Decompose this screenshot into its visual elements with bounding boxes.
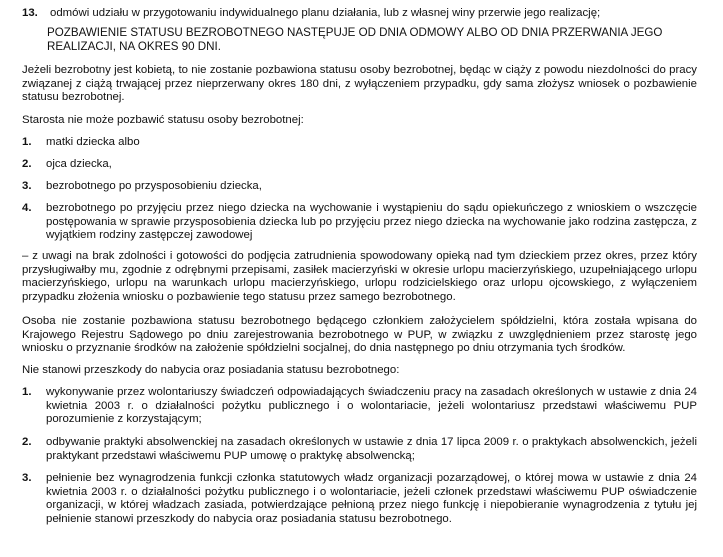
cooperative-paragraph: Osoba nie zostanie pozbawiona statusu bezrobotnego będącego członkiem założycielem spółdzielni, która została wpisana do Krajowego Rejestru Sądowego po dniu zarejestrowania bezrobotnego w PUP, w związku z uwzględnieniem przez starostę jego wniosku o przyznanie środków na założenie spółdzielni socjalnej, do dnia następnego po dniu otrzymania tych środków. [22, 315, 697, 354]
list-item-number: 1. [22, 136, 32, 148]
list-item-number: 3. [22, 472, 32, 484]
care-paragraph: – z uwagi na brak zdolności i gotowości do podjęcia zatrudnienia spowodowany opieką nad tym dzieckiem przez okres, przez który przysługiwałby mu, zgodnie z odrębnymi przepisami, zasiłek macierzyński w okresie urlopu macierzyńskiego, uzupełniającego urlopu macierzyńskiego, urlopu na warunkach urlopu macierzyńskiego, urlopu rodzicielskiego oraz urlopu ojcowskiego, z wyłączeniem przypadku złożenia wniosku o pozbawienie tego statusu przez samego bezrobotnego. [22, 250, 697, 303]
list-item-text: wykonywanie przez wolontariuszy świadczeń odpowiadających świadczeniu pracy na zasadach określonych w ustawie z dnia 24 kwietnia 2003 r. o działalności pożytku publicznego i o wolontariacie, jeżeli wolontariusz przedstawi właściwemu PUP porozumienie z korzystającym; [46, 386, 697, 425]
list-item-text: pełnienie bez wynagrodzenia funkcji członka statutowych władz organizacji pozarządowej, o której mowa w ustawie z dnia 24 kwietnia 2003 r. o działalności pożytku publicznego i o wolontariacie, jeżeli członek przedstawi właściwemu PUP oświadczenie organizacji, w której władzach zasiada, potwierdzające pełnioną przez niego funkcję i niepobieranie wynagrodzenia z tytułu jej pełnienie stanowi przeszkody do nabycia oraz posiadania statusu bezrobotnego. [46, 472, 697, 525]
list-item-number: 2. [22, 436, 32, 448]
list-item-number: 13. [22, 7, 38, 19]
list-item-number: 3. [22, 180, 32, 192]
list-item-number: 1. [22, 386, 32, 398]
list-item-text: odmówi udziału w przygotowaniu indywidualnego planu działania, lub z własnej winy przerwie jego realizację; [50, 7, 601, 19]
suspension-notice: POZBAWIENIE STATUSU BEZROBOTNEGO NASTĘPUJE OD DNIA ODMOWY ALBO OD DNIA PRZERWANIA JEGO REALIZACJI, NA OKRES 90 DNI. [47, 26, 663, 53]
list-item-text: matki dziecka albo [46, 136, 140, 148]
list-item-text: bezrobotnego po przyjęciu przez niego dziecka na wychowanie i wystąpieniu do sądu opiekuńczego z wnioskiem o wszczęcie postępowania w sprawie przysposobienia dziecka lub po przyjęciu przez niego dziecka na wychowanie jako rodzina zastępcza, z wyjątkiem rodziny zastępczej zawodowej [46, 202, 697, 241]
list-item-text: odbywanie praktyki absolwenckiej na zasadach określonych w ustawie z dnia 17 lipca 2009 r. o praktykach absolwenckich, jeżeli praktykant przedstawi właściwemu PUP umowę o praktykę absolwencką; [46, 436, 697, 462]
list-item-text: ojca dziecka, [46, 158, 112, 170]
pregnancy-paragraph: Jeżeli bezrobotny jest kobietą, to nie zostanie pozbawiona statusu osoby bezrobotnej, będąc w ciąży z powodu niezdolności do pracy związanej z ciążą trwającej przez nieprzerwany okres 180 dni, z wyłączeniem przypadku, gdy sama złożysz wniosek o pozbawienie statusu bezrobotnej. [22, 64, 697, 103]
list-item-text: bezrobotnego po przysposobieniu dziecka, [46, 180, 262, 192]
list-item-number: 2. [22, 158, 32, 170]
list-item-number: 4. [22, 202, 32, 214]
obstacles-intro: Nie stanowi przeszkody do nabycia oraz posiadania statusu bezrobotnego: [22, 364, 400, 376]
starosta-intro: Starosta nie może pozbawić statusu osoby bezrobotnej: [22, 114, 304, 126]
